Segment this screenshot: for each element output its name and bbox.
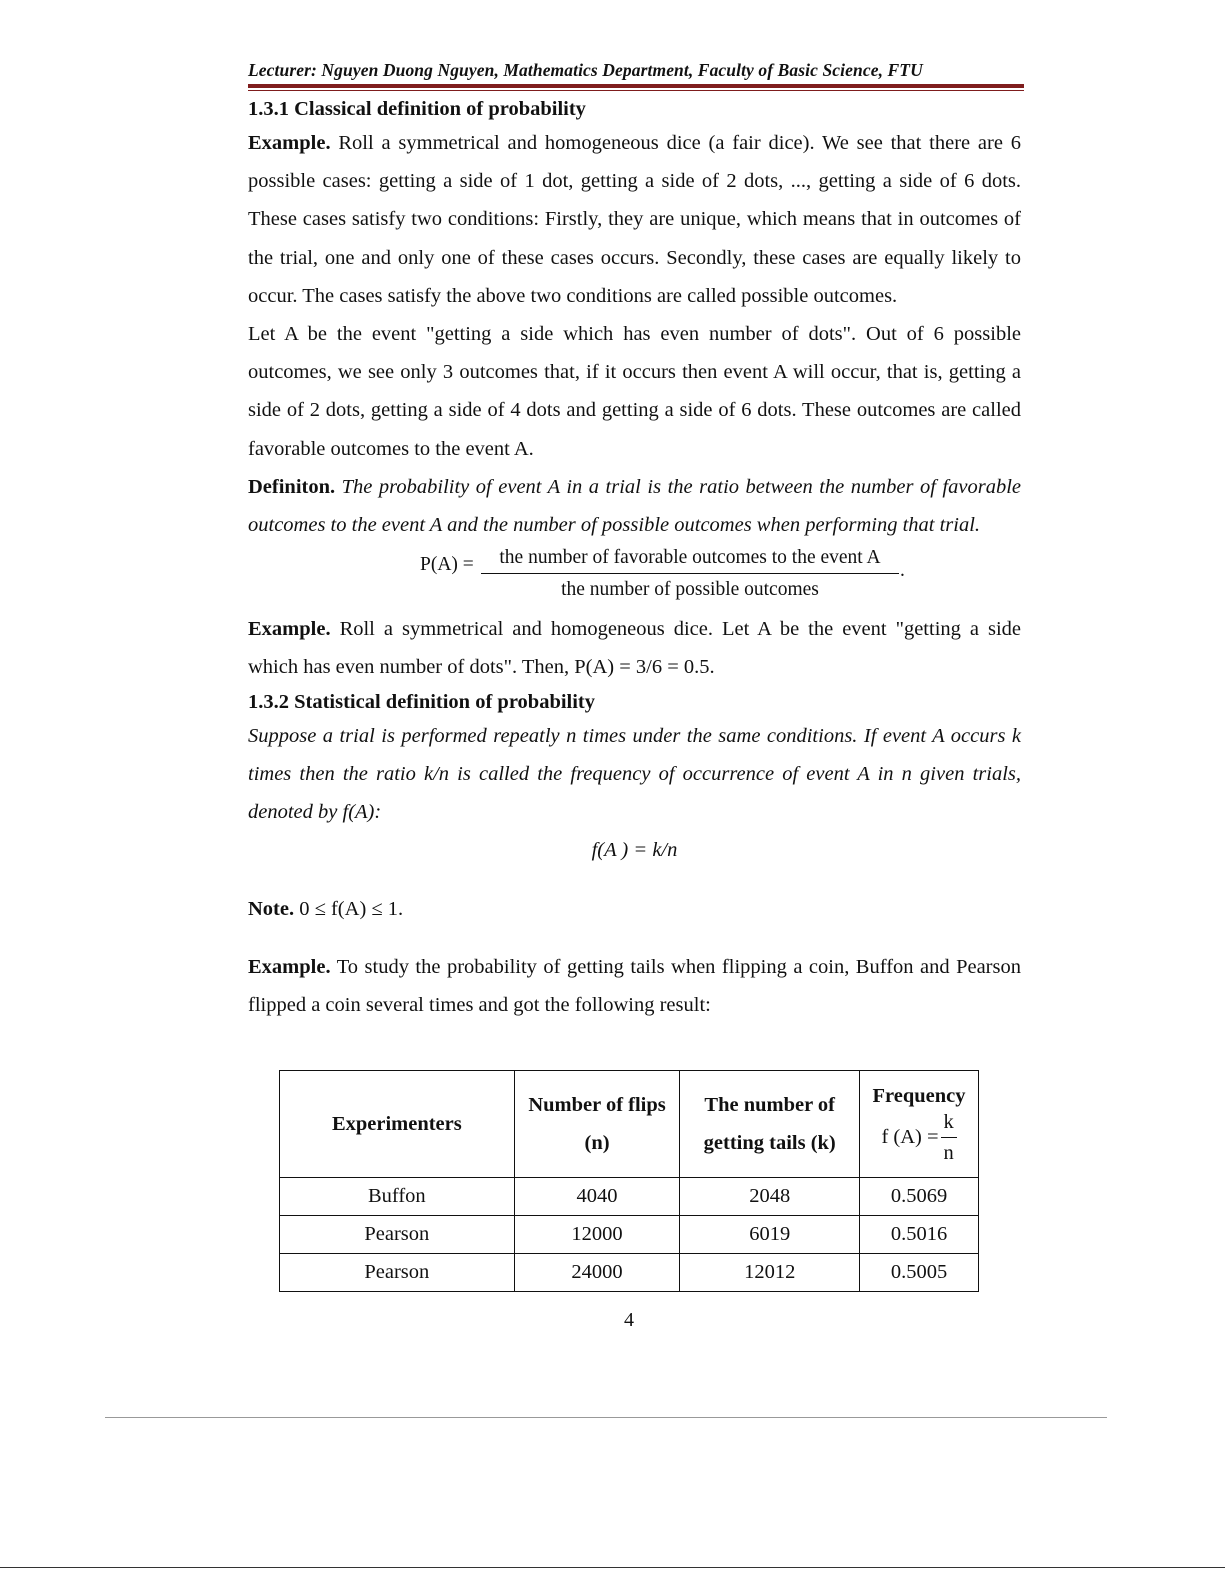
frequency-fraction-bar (941, 1137, 957, 1138)
header-flips-line2: (n) (584, 1132, 610, 1154)
header-experimenters-label: Experimenters (331, 1113, 462, 1135)
note-line (248, 890, 1021, 928)
example-label: Example. (248, 132, 331, 154)
cell-frequency: 0.5069 (860, 1178, 979, 1216)
cell-tails: 12012 (680, 1254, 860, 1292)
section-heading-statistical: 1.3.2 Statistical definition of probability (248, 690, 596, 713)
note-text: 0 ≤ f(A) ≤ 1. (294, 897, 404, 920)
cell-experimenter: Pearson (280, 1254, 515, 1292)
formula-numerator: the number of favorable outcomes to the event A (499, 547, 881, 569)
cell-experimenter: Buffon (280, 1178, 515, 1216)
header-frequency-formula (881, 1109, 956, 1166)
frequency-fraction (941, 1109, 957, 1166)
cell-frequency: 0.5005 (860, 1254, 979, 1292)
frequency-formula-lhs: f (A) = (881, 1126, 939, 1148)
definition-text: The probability of event A in a trial is the ratio between the number of favorable outcomes to the event A and the number of possible outcomes when performing that trial. (248, 475, 1021, 537)
example-text-2: Roll a symmetrical and homogeneous dice. Let A be the event "getting a side which has even number of dots". Then, P(A) = 3/6 = 0.5. (248, 618, 1021, 679)
header-frequency (860, 1071, 979, 1178)
table-header-row (280, 1071, 979, 1178)
page-header: Lecturer: Nguyen Duong Nguyen, Mathematics Department, Faculty of Basic Science, FTU (248, 60, 923, 80)
section-heading-classical: 1.3.1 Classical definition of probability (248, 98, 586, 120)
header-frequency-block (873, 1083, 966, 1166)
page-content (248, 94, 1021, 1025)
paragraph-event-a: Let A be the event "getting a side which has even number of dots". Out of 6 possible outcomes, we see only 3 outcomes that, if it occurs then event A will occur, that is, getting a side of 2 dots, getting a side of 4 dots and getting a side of 6 dots. These outcomes are called favorable outcomes to the event A. (248, 323, 1021, 460)
cell-tails: 6019 (680, 1216, 860, 1254)
header-tails-line2: getting tails (k) (703, 1132, 836, 1154)
formula-denominator: the number of possible outcomes (561, 579, 819, 601)
header-frequency-title: Frequency (872, 1084, 966, 1107)
formula-period: . (900, 560, 905, 582)
cell-frequency: 0.5016 (860, 1216, 979, 1254)
cell-tails: 2048 (680, 1178, 860, 1216)
frequency-denominator: n (943, 1141, 954, 1164)
paragraph-frequency-definition: Suppose a trial is performed repeatly n times under the same conditions. If event A occurs k times then the ratio k/n is called the frequency of occurrence of event A in n given trials, denoted by f(A): (248, 724, 1021, 824)
cell-flips: 24000 (514, 1254, 680, 1292)
header-rule-thin (248, 90, 1024, 91)
header-number-of-flips (514, 1071, 680, 1178)
example-label-2: Example. (248, 618, 331, 641)
table-row (280, 1216, 979, 1254)
header-rule (248, 84, 1024, 88)
paragraph-example-dice (248, 124, 1021, 315)
cell-flips: 4040 (514, 1178, 680, 1216)
paragraph-definition (248, 468, 1021, 544)
classical-probability-formula (248, 544, 1021, 610)
definition-label: Definiton. (248, 475, 336, 498)
header-experimenters (280, 1071, 515, 1178)
coin-flip-table (279, 1070, 979, 1292)
fraction-bar (481, 573, 899, 574)
example-label-3: Example. (248, 956, 331, 979)
cell-experimenter: Pearson (280, 1216, 515, 1254)
formula-lhs: P(A) = (420, 554, 474, 576)
footer-rule (105, 1417, 1107, 1418)
table-row (280, 1178, 979, 1216)
example-text-3: To study the probability of getting tails when flipping a coin, Buffon and Pearson flipped a coin several times and got the following result: (248, 956, 1021, 1017)
page-bottom-edge (0, 1567, 1225, 1568)
frequency-formula: f(A ) = k/n (591, 839, 678, 862)
example-text: Roll a symmetrical and homogeneous dice (a fair dice). We see that there are 6 possible cases: getting a side of 1 dot, getting a side of 2 dots, ..., getting a side of 6 dots. These cases satisfy two conditions: Firstly, they are unique, which means that in outcomes of the trial, one and only one of these cases occurs. Secondly, these cases are equally likely to occur. The cases satisfy the above two conditions are called possible outcomes. (248, 132, 1021, 307)
formula-fraction (481, 544, 899, 604)
note-label: Note. (248, 897, 295, 920)
header-flips-line1: Number of flips (528, 1094, 666, 1116)
table-row (280, 1254, 979, 1292)
paragraph-example-probability (248, 610, 1021, 686)
frequency-numerator: k (943, 1110, 954, 1133)
page-number: 4 (624, 1309, 634, 1331)
header-tails-line1: The number of (704, 1094, 836, 1116)
paragraph-coin-example (248, 948, 1021, 1024)
header-number-of-tails (680, 1071, 860, 1178)
cell-flips: 12000 (514, 1216, 680, 1254)
